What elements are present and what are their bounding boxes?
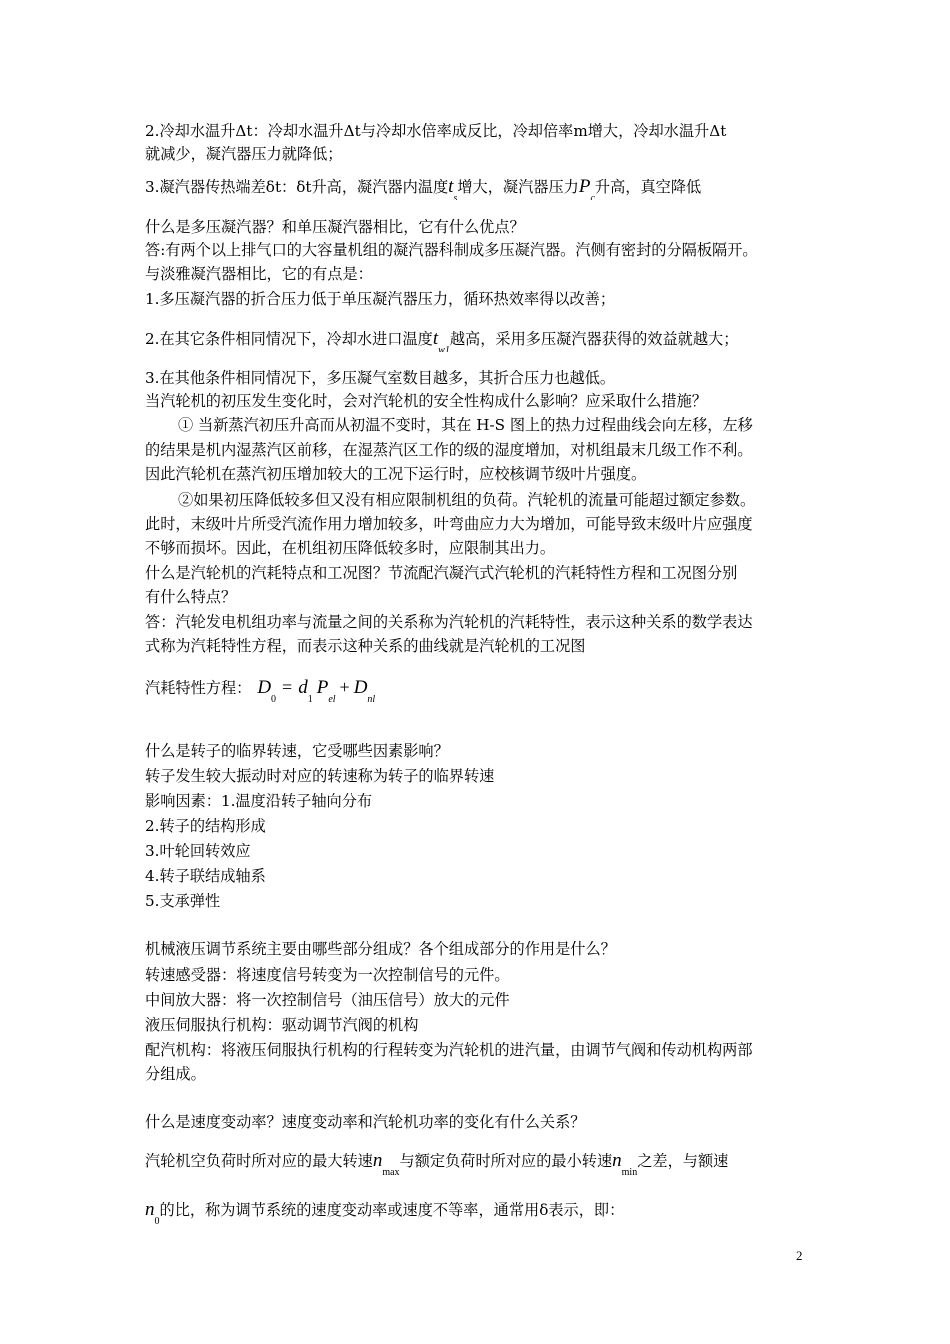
text-line: 答:有两个以上排气口的大容量机组的凝汽器科制成多压凝汽器。汽侧有密封的分隔板隔开。 [145,241,758,259]
question-line: 机械液压调节系统主要由哪些部分组成？各个组成部分的作用是什么？ [145,940,616,958]
math-symbol: P [578,177,591,197]
text-line: 影响因素：1.温度沿转子轴向分布 [145,792,373,810]
text-line: 此时，末级叶片所受汽流作用力增加较多，叶弯曲应力大为增加，可能导致末级叶片应强度 [145,515,753,533]
math-symbol: D [257,677,272,698]
text-line: 就减少，凝汽器压力就降低； [145,145,343,163]
math-symbol: n [372,1151,383,1171]
text-line: 转子发生较大振动时对应的转速称为转子的临界转速 [145,767,495,785]
question-line: 什么是转子的临界转速，它受哪些因素影响？ [145,742,449,760]
math-symbol: D [353,677,368,698]
text-line: 因此汽轮机在蒸汽初压增加较大的工况下运行时，应校核调节级叶片强度。 [145,465,647,483]
question-line: 当汽轮机的初压发生变化时，会对汽轮机的安全性构成什么影响？应采取什么措施？ [145,392,707,410]
math-symbol: t [432,329,439,349]
text-line: 1.多压凝汽器的折合压力低于单压凝汽器压力，循环热效率得以改善； [145,290,616,308]
math-symbol: n [145,1200,155,1220]
question-line: 什么是汽轮机的汽耗特点和工况图？节流配汽凝汽式汽轮机的汽耗特性方程和工况图分别 [145,564,738,582]
math-symbol: t [448,177,454,197]
text-line: 的结果是机内湿蒸汽区前移，在湿蒸汽区工作的级的湿度增加，对机组最末几级工作不利。 [145,441,753,459]
list-item: 2.转子的结构形成 [145,817,266,835]
page-number: 2 [796,1248,803,1263]
text-line: 答：汽轮发电机组功率与流量之间的关系称为汽轮机的汽耗特性，表示这种关系的数学表达 [145,613,753,631]
text-line: 式称为汽耗特性方程，而表示这种关系的曲线就是汽轮机的工况图 [145,637,586,655]
math-symbol: d [298,677,308,698]
text-line: 不够而损坏。因此，在机组初压降低较多时，应限制其出力。 [145,539,556,557]
question-line: 什么是速度变动率？速度变动率和汽轮机功率的变化有什么关系？ [145,1113,586,1131]
text-line: 2.冷却水温升Δt：冷却水温升Δt与冷却水倍率成反比，冷却倍率m增大，冷却水温升Δt [145,122,727,140]
list-item: 5.支承弹性 [145,892,221,910]
question-line: 有什么特点？ [145,588,237,606]
math-symbol: n [612,1151,622,1171]
text-line: $n_0$的比，称为调节系统的速度变动率或速度不等率，通常用δ表示，即： [145,1200,625,1227]
list-item: 3.叶轮回转效应 [145,842,251,860]
text-line: 转速感受器：将速度信号转变为一次控制信号的元件。 [145,966,510,984]
text-line: 与淡雅凝汽器相比，它的有点是： [145,265,373,283]
text-line: 分组成。 [145,1065,206,1083]
text-line: 中间放大器：将一次控制信号（油压信号）放大的元件 [145,991,510,1009]
text-line: 3.在其他条件相同情况下，多压凝气室数目越多，其折合压力也越低。 [145,369,616,387]
text-line: ① 当新蒸汽初压升高而从初温不变时，其在 H-S 图上的热力过程曲线会向左移，左移 [178,416,753,434]
equation-line: 汽耗特性方程： $D_0= d_1P_{el}+ D_{nl}$ [145,677,376,705]
math-symbol: P [316,677,329,698]
list-item: 4.转子联结成轴系 [145,867,266,885]
question-line: 什么是多压凝汽器？和单压凝汽器相比，它有什么优点？ [145,218,525,236]
text-line: ②如果初压降低较多但又没有相应限制机组的负荷。汽轮机的流量可能超过额定参数。 [178,491,756,509]
text-line: 2.在其它条件相同情况下，冷却水进口温度$t_{w1}$越高，采用多压凝汽器获得的效益就越大； [145,329,739,352]
text-line: 汽轮机空负荷时所对应的最大转速$n_{max}$与额定负荷时所对应的最小转速$n_{min}$之差，与额速 [145,1151,729,1178]
text-line: 3.凝汽器传热端差δt：δt升高，凝汽器内温度$t_s$增大，凝汽器压力$P_c$升高，真空降低 [145,177,702,200]
text-line: 配汽机构：将液压伺服执行机构的行程转变为汽轮机的进汽量，由调节气阀和传动机构两部 [145,1041,753,1059]
text-line: 液压伺服执行机构：驱动调节汽阀的机构 [145,1016,419,1034]
